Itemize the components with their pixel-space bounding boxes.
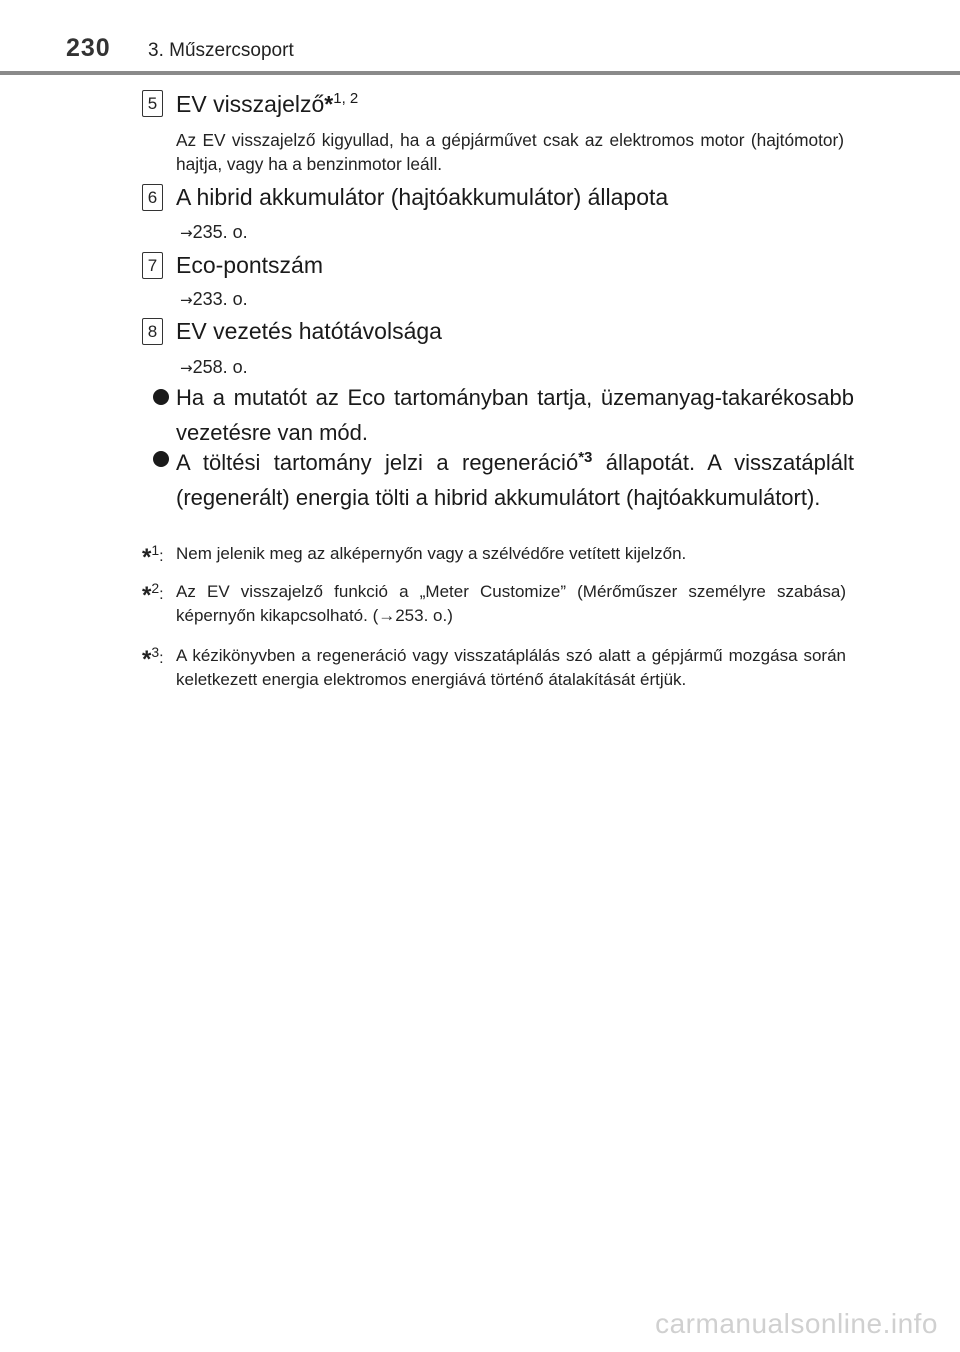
- footnote-star: *: [324, 91, 334, 117]
- footnote-number: 3: [584, 449, 593, 466]
- footnote-star: *: [142, 582, 152, 609]
- header-divider: [0, 71, 960, 75]
- footnote-text: Nem jelenik meg az alképernyőn vagy a szélvédőre vetített kijelzőn.: [176, 544, 687, 563]
- page-reference: [180, 289, 248, 310]
- page-number: 230: [66, 34, 111, 62]
- arrow-right-icon: →: [180, 224, 193, 242]
- footnote-reference: 1, 2: [333, 90, 359, 107]
- footnote-number: 3: [151, 644, 160, 660]
- page-reference-text: 233. o.: [192, 289, 248, 309]
- footnote-text: Az EV visszajelző funkció a „Meter Customize” (Mérőműszer személyre szabása) képernyőn kikapcsolható. (→253. o.): [176, 582, 846, 625]
- page-reference: [180, 222, 248, 243]
- bullet-dot-icon: [153, 389, 169, 405]
- footnote-reference: [578, 449, 592, 466]
- footnote-marker: [142, 580, 164, 610]
- item-description: Az EV visszajelző kigyullad, ha a gépjárművet csak az elektromos motor (hajtómotor) hajtja, vagy ha a benzinmotor leáll.: [176, 130, 844, 174]
- item-title: Eco-pontszám: [176, 252, 324, 278]
- footnote-colon: :: [159, 586, 164, 603]
- item-title: EV vezetés hatótávolsága: [176, 318, 442, 344]
- item-title-text: EV visszajelző: [176, 91, 325, 117]
- arrow-right-icon: →: [180, 291, 193, 309]
- footnote-number: 2: [151, 580, 160, 596]
- bullet-dot-icon: [153, 451, 169, 467]
- footnote-number: 1: [151, 542, 160, 558]
- footnote-star: *: [578, 449, 585, 466]
- footnote-colon: :: [159, 650, 164, 667]
- bullet-text-part: A töltési tartomány jelzi a regeneráció: [176, 450, 579, 475]
- footnote-text: A kézikönyvben a regeneráció vagy visszatáplálás szó alatt a gépjármű mozgása során keletkezett energia elektromos energiává történő átalakítását értjük.: [176, 646, 846, 689]
- footnote-star: *: [142, 544, 152, 571]
- bullet-text-part: állapotát. A visszatáplált (regenerált) energia tölti a hibrid akkumulátort (hajtóakkumulátort).: [176, 450, 855, 510]
- item-number-badge: 7: [142, 252, 163, 279]
- footnote-star: *: [142, 646, 152, 673]
- chapter-title: 3. Műszercsoport: [148, 40, 294, 61]
- bullet-text: [176, 440, 854, 515]
- page-header: [0, 0, 960, 80]
- footnote-marker: [142, 542, 164, 572]
- page-reference-text: 258. o.: [192, 357, 248, 377]
- bullet-text: Ha a mutatót az Eco tartományban tartja, üzemanyag-takarékosabb vezetésre van mód.: [176, 385, 854, 445]
- page-reference: [180, 357, 248, 378]
- item-title: [176, 90, 358, 118]
- arrow-right-icon: →: [180, 359, 193, 377]
- item-number-badge: 8: [142, 318, 163, 345]
- item-title: A hibrid akkumulátor (hajtóakkumulátor) állapota: [176, 184, 669, 210]
- footnote-colon: :: [159, 548, 164, 565]
- page-reference-text: 235. o.: [192, 222, 248, 242]
- watermark: carmanualsonline.info: [655, 1308, 938, 1339]
- item-number-badge: 5: [142, 90, 163, 117]
- item-number-badge: 6: [142, 184, 163, 211]
- footnote-marker: [142, 644, 164, 674]
